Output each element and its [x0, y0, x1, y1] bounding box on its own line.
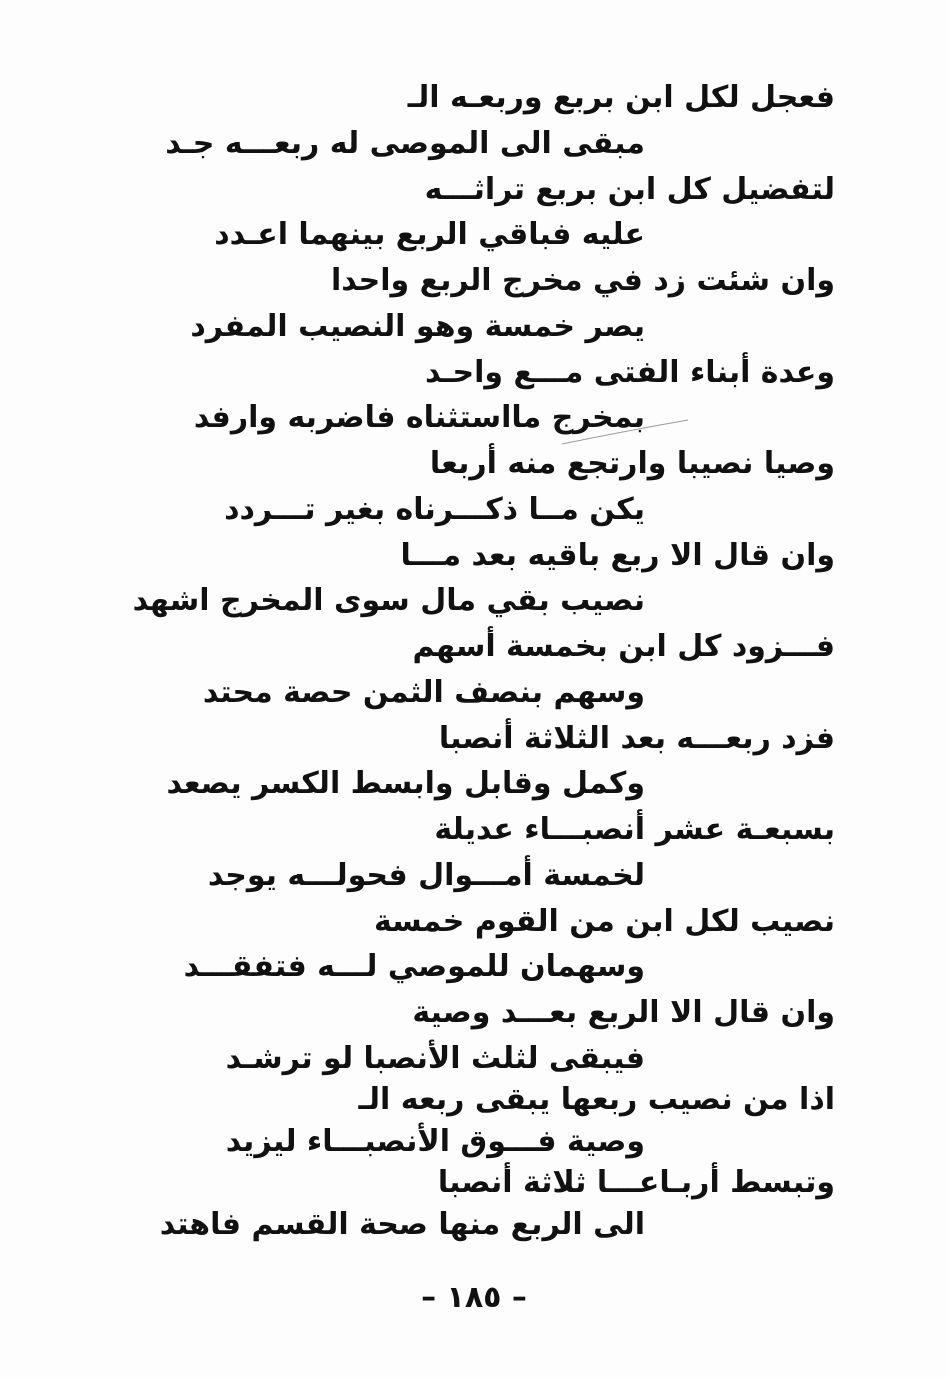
verse-5-first-hemistich: وصيا نصيبا وارتجع منه أربعا: [429, 446, 835, 481]
verse-6-first-hemistich: وان قال الا ربع باقيه بعد مـــا: [400, 538, 835, 573]
verse-12-second-hemistich: وصية فـــوق الأنصبـــاء ليزيد: [225, 1124, 645, 1159]
verse-4-first-hemistich: وعدة أبناء الفتى مـــع واحـد: [424, 355, 835, 390]
verse-9-second-hemistich: لخمسة أمـــوال فحولـــه يوجد: [207, 858, 645, 893]
verse-13-second-hemistich: الى الربع منها صحة القسم فاهتد: [159, 1207, 645, 1242]
verse-11-first-hemistich: وان قال الا الربع بعـــد وصية: [412, 995, 835, 1030]
verse-1-first-hemistich: فعجل لكل ابن بربع وربعـه الـ: [407, 80, 835, 115]
verse-7-first-hemistich: فـــزود كل ابن بخمسة أسهم: [412, 629, 835, 664]
verse-13-first-hemistich: وتبسط أربـاعـــا ثلاثة أنصبا: [437, 1165, 835, 1200]
page-number: – ١٨٥ –: [421, 1280, 527, 1315]
verse-10-first-hemistich: نصيب لكل ابن من القوم خمسة: [373, 904, 835, 939]
verse-10-second-hemistich: وسهمان للموصي لـــه فتفقـــد: [183, 949, 645, 984]
verse-8-first-hemistich: فزد ربعـــه بعد الثلاثة أنصبا: [438, 721, 835, 756]
verse-12-first-hemistich: اذا من نصيب ربعها يبقى ربعه الـ: [358, 1082, 835, 1117]
verse-3-second-hemistich: يصر خمسة وهو النصيب المفرد: [190, 309, 645, 344]
verse-6-second-hemistich: نصيب بقي مال سوى المخرج اشهد: [132, 583, 645, 618]
verse-7-second-hemistich: وسهم بنصف الثمن حصة محتد: [202, 675, 645, 710]
verse-9-first-hemistich: بسبعـة عشر أنصبـــاء عديلة: [434, 812, 835, 847]
verse-1-second-hemistich: مبقى الى الموصى له ربعـــه جـد: [165, 126, 645, 161]
verse-5-second-hemistich: يكن مــا ذكـــرناه بغير تـــردد: [224, 492, 645, 527]
verse-8-second-hemistich: وكمل وقابل وابسط الكسر يصعد: [166, 766, 645, 801]
pen-mark: [560, 418, 690, 448]
verse-3-first-hemistich: وان شئت زد في مخرج الربع واحدا: [331, 263, 835, 298]
verse-2-second-hemistich: عليه فباقي الربع بينهما اعـدد: [214, 217, 645, 252]
verse-2-first-hemistich: لتفضيل كل ابن بربع تراثـــه: [424, 172, 835, 207]
verse-11-second-hemistich: فيبقى لثلث الأنصبا لو ترشـد: [225, 1041, 645, 1076]
verse-4-second-hemistich: بمخرج مااستثناه فاضربه وارفد: [193, 400, 645, 435]
